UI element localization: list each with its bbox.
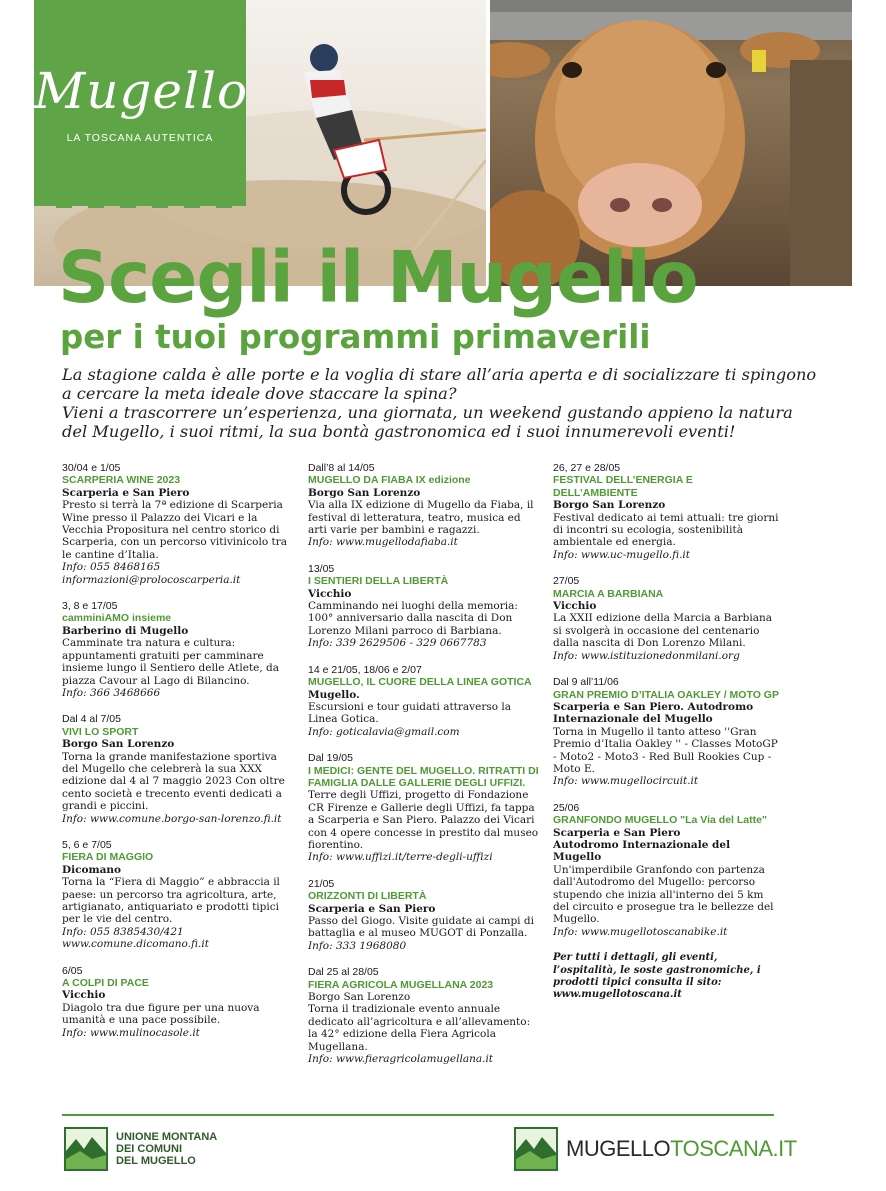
logo-tagline: LA TOSCANA AUTENTICA bbox=[66, 132, 214, 144]
event-date: Dal 4 al 7/05 bbox=[62, 713, 121, 726]
event-title: MUGELLO DA FIABA IX edizione bbox=[308, 474, 471, 487]
event-title: A COLPI DI PACE bbox=[62, 977, 149, 990]
event-date: 3, 8 e 17/05 bbox=[62, 600, 118, 613]
event-title: FESTIVAL DELL’ENERGIA E DELL’AMBIENTE bbox=[553, 474, 693, 499]
event-location: Vicchio bbox=[308, 587, 352, 600]
event-description: Torna la “Fiera di Maggio” e abbraccia il paese: un percorso tra agricoltura, arte, artigianato, antiquariato e prodotti tipici per le vie del centro. bbox=[62, 876, 280, 926]
mountains-icon bbox=[514, 1127, 558, 1171]
event-info: Info: www.uc-mugello.fi.it bbox=[553, 548, 691, 561]
intro-line: del Mugello, i suoi ritmi, la sua bontà gastronomica ed i suoi innumerevoli eventi! bbox=[62, 422, 736, 441]
intro-line: a cercare la meta ideale dove staccare la spina? bbox=[62, 384, 457, 403]
event-title: MARCIA A BARBIANA bbox=[553, 587, 664, 600]
event-info: Info: www.uffizi.it/terre-degli-uffizi bbox=[308, 851, 493, 864]
intro-line: Vieni a trascorrere un’esperienza, una giornata, un weekend gustando appieno la natura bbox=[62, 403, 793, 422]
event-date: 6/05 bbox=[62, 964, 83, 977]
event-info: Info: www.mugellodafiaba.it bbox=[308, 536, 458, 549]
event-date: 30/04 e 1/05 bbox=[62, 462, 121, 474]
event-description: Via alla IX edizione di Mugello da Fiaba, il festival di letteratura, teatro, musica ed arti varie per bambini e ragazzi. bbox=[308, 499, 534, 537]
event-location: Autodromo Internazionale del Mugello bbox=[553, 838, 731, 864]
mugello-logo bbox=[34, 0, 249, 206]
mugellotoscana-logo bbox=[514, 1127, 797, 1171]
event-description: Torna in Mugello il tanto atteso ''Gran Premio d’Italia Oakley '' - Classes MotoGP - Moto2 - Moto3 - Red Bull Rookies Cup - Moto E. bbox=[553, 725, 778, 775]
event-info: Info: 339 2629506 - 329 0667783 bbox=[308, 637, 487, 650]
event-title: GRAN PREMIO D’ITALIA OAKLEY / MOTO GP bbox=[553, 688, 779, 701]
event-item bbox=[62, 713, 294, 825]
event-item bbox=[553, 802, 779, 938]
intro-paragraph bbox=[62, 365, 817, 441]
event-title: I MEDICI: GENTE DEL MUGELLO. RITRATTI DI FAMIGLIA DALLE GALLERIE DEGLI UFFIZI. bbox=[308, 764, 539, 789]
event-location: Scarperia e San Piero. Autodromo Internazionale del Mugello bbox=[553, 700, 754, 726]
event-info: Info: goticalavia@gmail.com bbox=[308, 725, 460, 738]
event-title: VIVI LO SPORT bbox=[62, 725, 139, 738]
event-description: Diagolo tra due figure per una nuova umanità e una pace possibile. bbox=[62, 1001, 260, 1027]
event-date: Dal 25 al 28/05 bbox=[308, 966, 379, 979]
event-title: MUGELLO, IL CUORE DELLA LINEA GOTICA bbox=[308, 676, 532, 689]
event-item bbox=[308, 462, 540, 549]
event-info: Info: 366 3468666 bbox=[62, 686, 161, 699]
event-info: Info: www.comune.borgo-san-lorenzo.fi.it bbox=[62, 812, 282, 825]
event-title: ORIZZONTI DI LIBERTÀ bbox=[308, 890, 427, 903]
event-description: Borgo San Lorenzo bbox=[308, 991, 411, 1004]
event-location: Borgo San Lorenzo bbox=[308, 486, 421, 499]
event-title: I SENTIERI DELLA LIBERTÀ bbox=[308, 575, 449, 588]
event-title: camminiAMO insieme bbox=[62, 612, 172, 625]
event-date: 26, 27 e 28/05 bbox=[553, 462, 621, 474]
logo-word: Mugello bbox=[34, 62, 249, 120]
event-location: Scarperia e San Piero bbox=[553, 826, 681, 839]
event-item bbox=[62, 462, 294, 586]
event-info: Info: www.fieragricolamugellana.it bbox=[308, 1053, 494, 1066]
events-column-1 bbox=[62, 462, 294, 1053]
event-item bbox=[553, 676, 779, 788]
event-info: Info: www.istituzionedonmilani.org bbox=[553, 649, 740, 662]
event-info: Info: 055 8468165 bbox=[62, 561, 161, 574]
logo-battlement bbox=[34, 196, 246, 212]
events-column-2 bbox=[308, 462, 540, 1079]
intro-line: La stagione calda è alle porte e la voglia di stare all’aria aperta e di socializzare ti spingono bbox=[62, 365, 817, 384]
brand-mugello: MUGELLO bbox=[566, 1136, 671, 1161]
event-info: Info: www.mulinocasole.it bbox=[62, 1026, 200, 1039]
event-item bbox=[308, 752, 540, 864]
event-title: FIERA AGRICOLA MUGELLANA 2023 bbox=[308, 978, 494, 991]
event-location: Vicchio bbox=[553, 600, 597, 613]
event-item bbox=[62, 965, 294, 1039]
event-info: Info: 333 1968080 bbox=[308, 939, 407, 952]
event-item bbox=[308, 563, 540, 650]
event-location: Borgo San Lorenzo bbox=[62, 738, 175, 751]
event-info: www.comune.dicomano.fi.it bbox=[62, 938, 209, 951]
event-item bbox=[308, 966, 540, 1065]
event-description: Presto si terrà la 7ª edizione di Scarperia Wine presso il Palazzo dei Vicari e la Vecchia Propositura nel centro storico di Scarperia, con un percorso vitivinicolo tra le cantine d’Italia. bbox=[62, 499, 287, 561]
event-item bbox=[62, 839, 294, 951]
event-date: Dal 19/05 bbox=[308, 752, 353, 765]
event-description: Camminando nei luoghi della memoria: 100° anniversario dalla nascita di Don Lorenzo Milani parroco di Barbiana. bbox=[308, 600, 518, 637]
event-description: La XXII edizione della Marcia a Barbiana si svolgerà in occasione del centenario dalla nascita di Don Lorenzo Milani. bbox=[553, 612, 773, 650]
event-description: Camminate tra natura e cultura: appuntamenti gratuiti per camminare insieme lungo il Sentiero delle Atlete, da piazza Cavour al Lago di Bilancino. bbox=[62, 637, 280, 687]
event-location: Dicomano bbox=[62, 863, 122, 876]
event-item bbox=[308, 664, 540, 738]
subheadline: per i tuoi programmi primaverili bbox=[60, 318, 651, 356]
event-description: Un'imperdibile Granfondo con partenza dall'Autodromo del Mugello: percorso stupendo che inizia all'interno dei 5 km del circuito e prosegue tra le bellezze del Mugello. bbox=[553, 863, 774, 926]
event-description: Torna la grande manifestazione sportiva del Mugello che celebrerà la sua XXX edizione dal 4 al 7 maggio 2023 Con oltre cento società e trecento eventi dedicati a grandi e piccini. bbox=[62, 750, 285, 813]
event-title: GRANFONDO MUGELLO "La Via del Latte" bbox=[553, 814, 767, 827]
event-info: Info: www.mugellocircuit.it bbox=[553, 775, 699, 788]
event-title: SCARPERIA WINE 2023 bbox=[62, 474, 181, 487]
unione-line: UNIONE MONTANA bbox=[116, 1131, 218, 1143]
event-location: Barberino di Mugello bbox=[62, 624, 189, 637]
event-item bbox=[553, 575, 779, 662]
event-description: Festival dedicato ai temi attuali: tre giorni di incontri su ecologia, sostenibilità ambientale ed energia. bbox=[553, 511, 779, 549]
event-info: informazioni@prolocoscarperia.it bbox=[62, 573, 241, 586]
event-date: 25/06 bbox=[553, 801, 580, 814]
event-date: 27/05 bbox=[553, 575, 580, 588]
unione-name bbox=[116, 1131, 217, 1167]
event-date: 13/05 bbox=[308, 562, 335, 575]
event-location: Borgo San Lorenzo bbox=[553, 499, 666, 512]
event-info: Info: 055 8385430/421 bbox=[62, 925, 184, 938]
event-item bbox=[553, 462, 779, 561]
unione-montana-logo bbox=[64, 1127, 217, 1171]
unione-line: DEI COMUNI bbox=[116, 1143, 182, 1155]
closing-note: Per tutti i dettagli, gli eventi, l’ospitalità, le soste gastronomiche, i prodotti tipici consulta il sito: www.mugellotoscana.it bbox=[553, 952, 761, 1001]
event-location: Mugello. bbox=[308, 688, 360, 701]
event-info: Info: www.mugellotoscanabike.it bbox=[553, 925, 728, 938]
events-column-3 bbox=[553, 462, 779, 1002]
event-title: FIERA DI MAGGIO bbox=[62, 851, 154, 864]
event-location: Vicchio bbox=[62, 989, 106, 1002]
event-item bbox=[62, 600, 294, 699]
footer-divider bbox=[62, 1114, 774, 1116]
brand-toscana: TOSCANA.IT bbox=[670, 1136, 797, 1161]
mountains-icon bbox=[64, 1127, 108, 1171]
event-date: 5, 6 e 7/05 bbox=[62, 838, 112, 851]
unione-line: DEL MUGELLO bbox=[116, 1155, 196, 1167]
event-date: 21/05 bbox=[308, 877, 335, 890]
event-description: Torna il tradizionale evento annuale dedicato all’agricoltura e all’allevamento: la 42° edizione della Fiera Agricola Mugellana. bbox=[308, 1003, 531, 1053]
event-date: Dall’8 al 14/05 bbox=[308, 462, 375, 474]
event-item bbox=[308, 878, 540, 952]
event-description: Passo del Giogo. Visite guidate ai campi di battaglia e al museo MUGOT di Ponzalla. bbox=[308, 915, 534, 940]
event-date: Dal 9 all’11/06 bbox=[553, 676, 619, 689]
event-description: Escursioni e tour guidati attraverso la Linea Gotica. bbox=[308, 700, 512, 726]
event-date: 14 e 21/05, 18/06 e 2/07 bbox=[308, 663, 422, 676]
event-location: Scarperia e San Piero bbox=[62, 486, 190, 499]
event-location: Scarperia e San Piero bbox=[308, 902, 436, 915]
event-description: Terre degli Uffizi, progetto di Fondazione CR Firenze e Gallerie degli Uffizi, fa tappa a Scarperia e San Piero. Palazzo dei Vicari con 4 opere concesse in prestito dal museo fiorentino. bbox=[308, 789, 539, 851]
headline: Scegli il Mugello bbox=[58, 236, 698, 319]
